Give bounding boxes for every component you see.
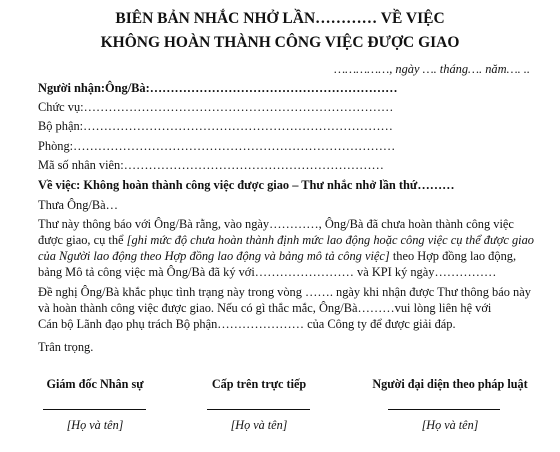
body-text: theo Hợp đồng lao động, <box>389 249 517 263</box>
signature-name-legal-representative: [Họ và tên] <box>421 418 479 432</box>
signature-line <box>388 409 500 410</box>
body-italic-text: [ghi mức độ chưa hoàn thành định mức lao động hoặc công việc cụ thể được giao <box>126 233 534 247</box>
signature-line <box>207 409 310 410</box>
body-paragraph-1-line-1: Thư này thông báo với Ông/Bà rằng, vào ngày…………, Ông/Bà đã chưa hoàn thành công việc <box>38 217 514 231</box>
title-line-1: BIÊN BẢN NHẮC NHỞ LẦN………… VỀ VIỆC <box>115 10 445 27</box>
subject-line: Về việc: Không hoàn thành công việc được giao – Thư nhắc nhở lần thứ……… <box>38 178 455 192</box>
room-field: Phòng:…………………………………………………………………… <box>38 139 396 153</box>
signature-title-direct-supervisor: Cấp trên trực tiếp <box>211 377 307 391</box>
title-line-2: KHÔNG HOÀN THÀNH CÔNG VIỆC ĐƯỢC GIAO <box>100 34 460 51</box>
recipient-name-field: Người nhận:Ông/Bà:…………………………………………………… <box>38 81 398 95</box>
body-paragraph-1-line-4: bảng Mô tả công việc mà Ông/Bà đã ký với…………………… và KPI ký ngày…………… <box>38 265 497 279</box>
body-paragraph-2-line-2: và hoàn thành công việc được giao. Nếu có gì thắc mắc, Ông/Bà………vui lòng liên hệ với <box>38 301 492 315</box>
body-italic-text: của Người lao động theo Hợp đồng lao động và bảng mô tả công việc] <box>38 249 390 263</box>
date-line: ……………, ngày …. tháng…. năm…. .. <box>334 62 530 76</box>
body-paragraph-1-line-2 <box>38 233 534 248</box>
employee-id-field: Mã số nhân viên:……………………………………………………… <box>38 158 384 172</box>
signature-title-hr-director: Giám đốc Nhân sự <box>46 377 144 391</box>
signature-name-direct-supervisor: [Họ và tên] <box>230 418 288 432</box>
department-field: Bộ phận:………………………………………………………………… <box>38 119 393 133</box>
signature-line <box>43 409 146 410</box>
greeting: Thưa Ông/Bà… <box>38 198 119 212</box>
signature-title-legal-representative: Người đại diện theo pháp luật <box>372 377 528 391</box>
signature-name-hr-director: [Họ và tên] <box>66 418 124 432</box>
body-paragraph-2-line-3: Cán bộ Lãnh đạo phụ trách Bộ phận………………… của Công ty để được giải đáp. <box>38 317 456 331</box>
body-paragraph-2-line-1: Đề nghị Ông/Bà khắc phục tình trạng này trong vòng ……. ngày khi nhận được Thư thông báo này <box>38 285 531 299</box>
position-field: Chức vụ:………………………………………………………………… <box>38 100 394 114</box>
body-text: được giao, cụ thể <box>38 233 127 247</box>
closing: Trân trọng. <box>38 340 94 354</box>
body-paragraph-1-line-3 <box>38 249 516 264</box>
